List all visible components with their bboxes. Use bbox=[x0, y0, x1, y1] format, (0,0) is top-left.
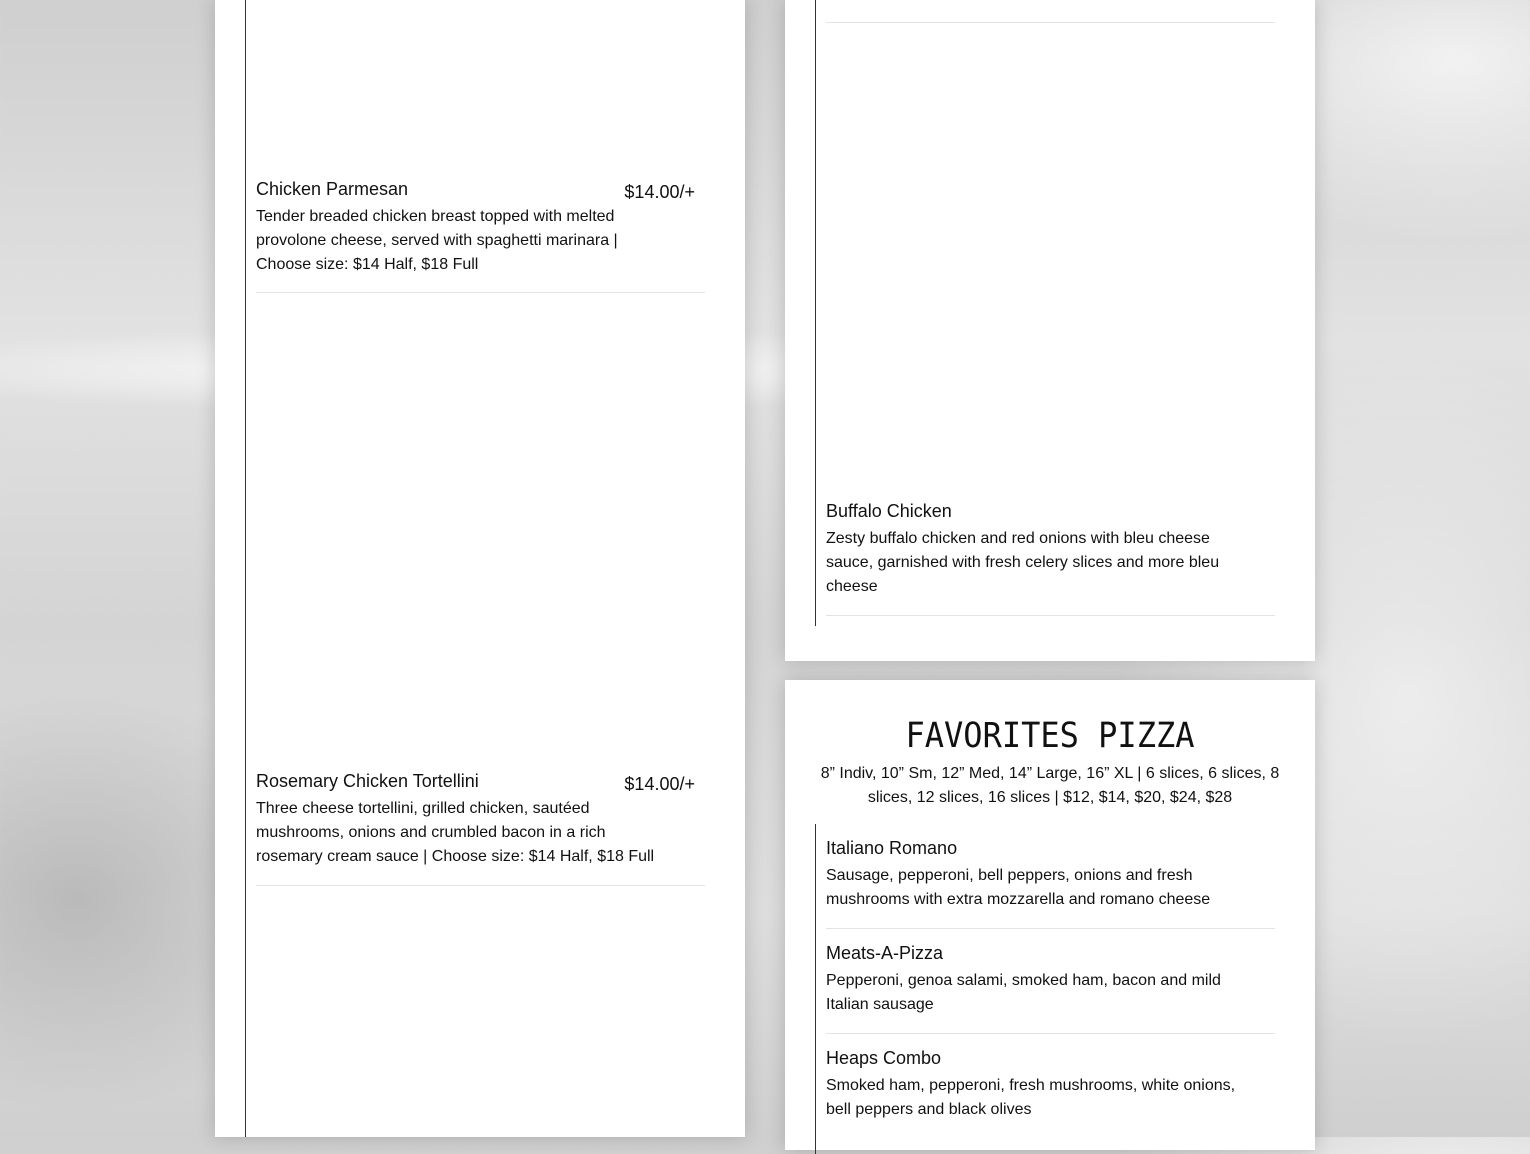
item-description: Tender breaded chicken breast topped with melted provolone cheese, served with spaghetti marinara | Choose size: $14 Half, $18 Full bbox=[256, 208, 618, 273]
item-separator bbox=[826, 22, 1275, 23]
item-description: Sausage, pepperoni, bell peppers, onions and fresh mushrooms with extra mozzarella and romano cheese bbox=[826, 867, 1211, 908]
item-name: Rosemary Chicken Tortellini bbox=[256, 771, 479, 791]
item-name: Chicken Parmesan bbox=[256, 179, 409, 199]
section-divider-line bbox=[245, 0, 246, 1137]
item-description: Zesty buffalo chicken and red onions with bleu cheese sauce, garnished with fresh celery slices and more bleu cheese bbox=[826, 530, 1220, 595]
menu-panel-left bbox=[215, 0, 745, 1137]
section-divider-line bbox=[815, 824, 816, 1154]
item-price: $14.00/+ bbox=[624, 774, 695, 794]
item-description: Pepperoni, genoa salami, smoked ham, bacon and mild Italian sausage bbox=[826, 972, 1221, 1013]
section-divider-line bbox=[815, 0, 816, 626]
item-separator bbox=[826, 1033, 1275, 1034]
item-description: Smoked ham, pepperoni, fresh mushrooms, white onions, bell peppers and black olives bbox=[826, 1077, 1236, 1118]
item-separator bbox=[826, 928, 1275, 929]
item-name: Italiano Romano bbox=[826, 838, 958, 858]
section-title: FAVORITES PIZZA bbox=[905, 714, 1195, 756]
item-price: $14.00/+ bbox=[624, 182, 695, 202]
item-name: Heaps Combo bbox=[826, 1048, 942, 1068]
menu-section-favorites-pizza bbox=[785, 680, 1315, 1150]
item-separator bbox=[826, 615, 1275, 616]
section-subtitle: 8” Indiv, 10” Sm, 12” Med, 14” Large, 16” XL | 6 slices, 6 slices, 8 slices, 12 slices, 16 slices | $12, $14, $20, $24, $28 bbox=[820, 765, 1280, 806]
item-name: Meats-A-Pizza bbox=[826, 943, 944, 963]
item-separator bbox=[256, 885, 705, 886]
menu-panel-right-top bbox=[785, 0, 1315, 661]
item-separator bbox=[256, 292, 705, 293]
item-description: Three cheese tortellini, grilled chicken, sautéed mushrooms, onions and crumbled bacon in a rich rosemary cream sauce | Choose size: $14 Half, $18 Full bbox=[256, 800, 655, 865]
item-name: Buffalo Chicken bbox=[826, 501, 952, 521]
